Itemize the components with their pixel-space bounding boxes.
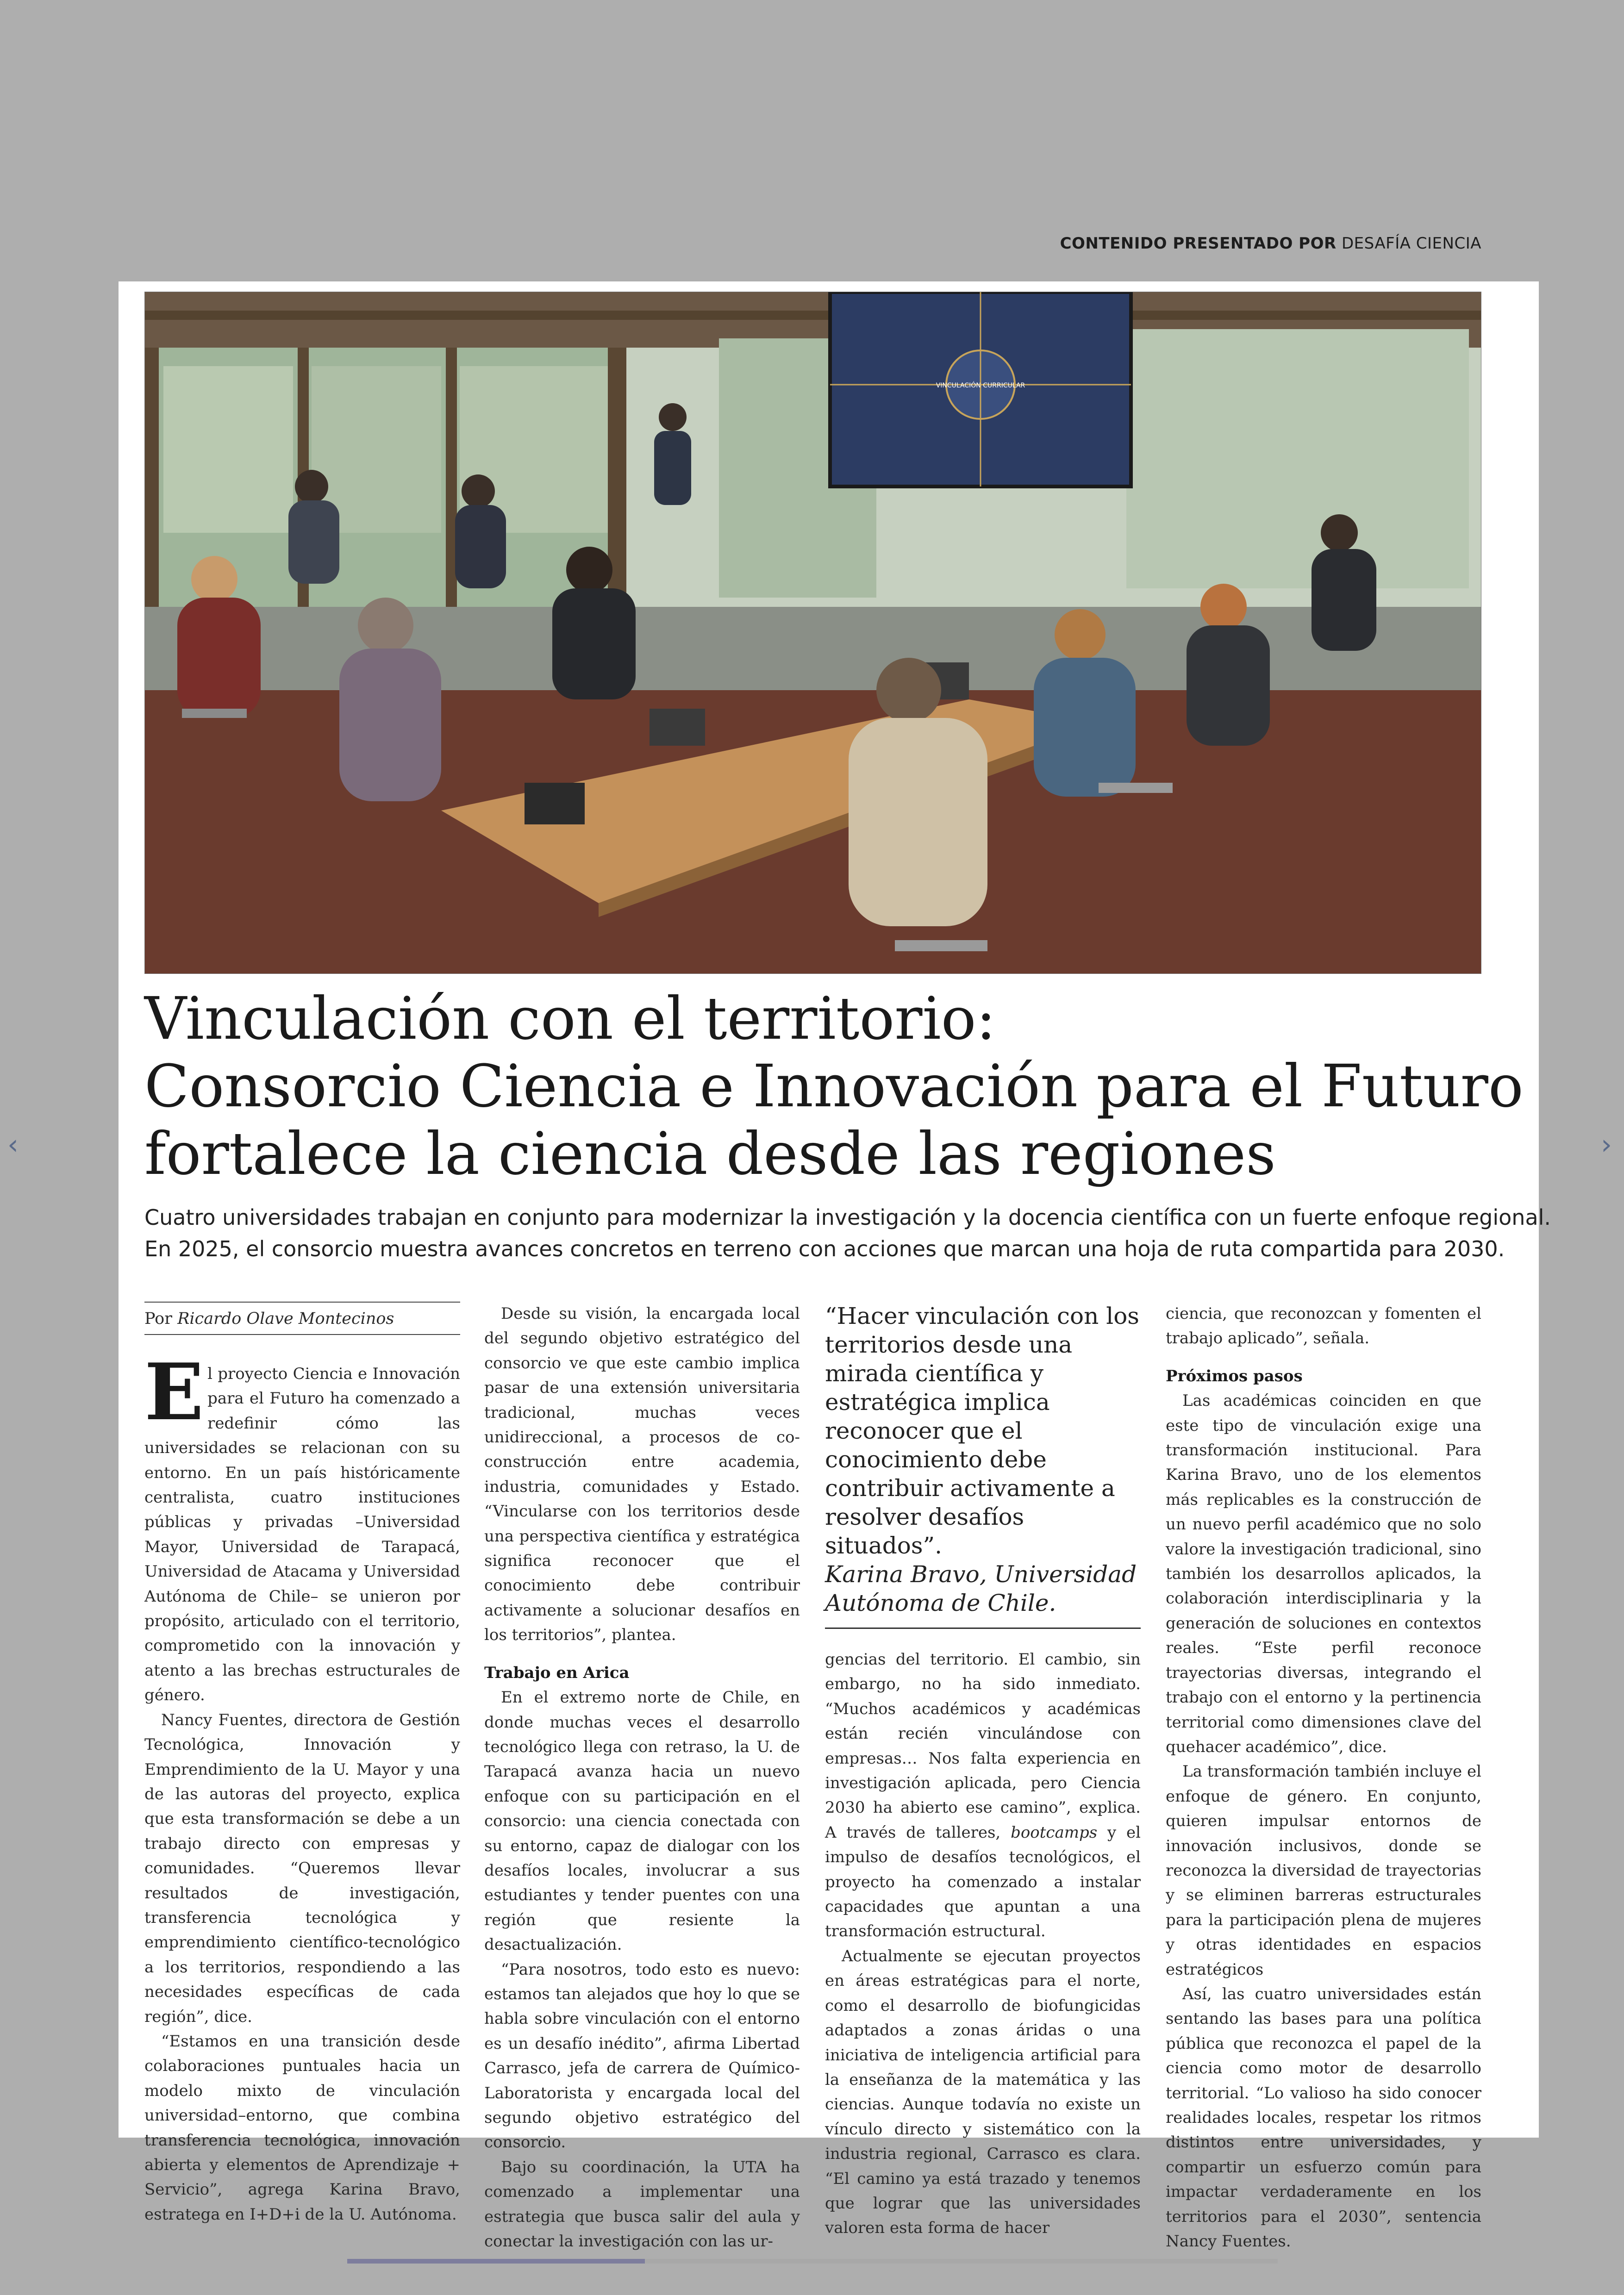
body-paragraph: Bajo su coordinación, la UTA ha comenzado a implementar una estrategia que busca salir del aula y conectar la investigación con las ur-: [484, 2158, 800, 2251]
drop-cap: E: [144, 1346, 204, 1438]
body-paragraph: “Estamos en una transición desde colaboraciones puntuales hacia un modelo mixto de vinculación universidad–entorno, que combina transferencia tecnológica, innovación abierta y elementos de Aprendizaje + Servicio”, agrega Karina Bravo, estratega en I+D+i de la U. Autónoma.: [144, 2032, 460, 2224]
classroom-photo-illustration: [145, 292, 1481, 974]
pull-quote-text: “Hacer vinculación con los territorios desde una mirada científica y estratégica implica reconocer que el conocimiento debe contribuir activamente a resolver desafíos situados”.: [825, 1303, 1139, 1559]
sponsor-label: CONTENIDO PRESENTADO POR: [1060, 234, 1337, 253]
headline-line-1: Vinculación con el territorio:: [144, 985, 996, 1053]
article-deck: [144, 1202, 1551, 1265]
next-page-button[interactable]: ›: [1601, 1129, 1612, 1161]
article-headline: [144, 985, 1524, 1188]
body-paragraph: Actualmente se ejecutan proyectos en áreas estratégicas para el norte, como el desarrollo de biofungicidas adaptados a zonas áridas o una iniciativa de inteligencia artificial para la enseñanza de la matemática y las ciencias. Aunque todavía no existe un vínculo directo y sistemático con la industria regional, Carrasco es clara. “El camino ya está trazado y tenemos que lograr que las universidades valoren esta forma de hacer: [825, 1946, 1141, 2238]
body-paragraph: gencias del territorio. El cambio, sin embargo, no ha sido inmediato. “Muchos académicos y académicas están recién vinculándose con empresas… Nos falta experiencia en investigación aplicada, pero Ciencia 2030 ha abierto ese camino”, explica. A través de talleres, bootcamps y el impulso de desafíos tecnológicos, el proyecto ha comenzado a instalar capacidades que apuntan a una transformación estructural.: [825, 1650, 1141, 1941]
article-column-2: [484, 1302, 800, 2254]
sponsor-line: [1060, 234, 1481, 253]
article-column-4: [1166, 1302, 1481, 2254]
body-paragraph: Las académicas coinciden en que este tipo de vinculación exige una transformación institucional. Para Karina Bravo, uno de los elementos más replicables es la construcción de un nuevo perfil académico que no solo valore la investigación tradicional, sino también los desarrollos aplicados, la colaboración interdisciplinaria y la generación de soluciones en contextos reales. “Este perfil reconoce trayectorias diversas, integrando el trabajo con el entorno y la pertinencia territorial como dimensiones clave del quehacer académico”, dice.: [1166, 1391, 1481, 1756]
body-paragraph: Así, las cuatro universidades están sentando las bases para una política pública que reconozca el papel de la ciencia como motor de desarrollo territorial. “Lo valioso ha sido conocer realidades locales, respetar los ritmos distintos entre universidades, y compartir un esfuerzo común para impactar verdaderamente en los territorios para el 2030”, sentencia Nancy Fuentes.: [1166, 1984, 1481, 2251]
deck-line-2: En 2025, el consorcio muestra avances concretos en terreno con acciones que marcan una hoja de ruta compartida para 2030.: [144, 1236, 1505, 1261]
pull-quote-attribution: Karina Bravo, Universidad Autónoma de Chile.: [825, 1561, 1137, 1616]
byline-prefix: Por: [144, 1310, 172, 1328]
body-paragraph: Nancy Fuentes, directora de Gestión Tecnológica, Innovación y Emprendimiento de la U. Mayor y una de las autoras del proyecto, explica que esta transformación se debe a un trabajo directo con empresas y comunidades. “Queremos llevar resultados de investigación, transferencia tecnológica y emprendimiento científico-tecnológico a los territorios, respondiendo a las necesidades específicas de cada región”, dice.: [144, 1710, 460, 2026]
section-heading-arica: Trabajo en Arica: [484, 1663, 630, 1682]
pull-quote: [825, 1302, 1141, 1629]
article-photo: [144, 292, 1481, 974]
body-paragraph: Desde su visión, la encargada local del segundo objetivo estratégico del consorcio ve que este cambio implica pasar de una extensión universitaria tradicional, muchas veces unidireccional, a procesos de co-construcción entre academia, industria, comunidades y Estado. “Vincularse con los territorios desde una perspectiva científica y estratégica significa reconocer que el conocimiento debe contribuir activamente a solucionar desafíos en los territorios”, plantea.: [484, 1304, 800, 1645]
byline: [144, 1302, 460, 1335]
screen-title: VINCULACIÓN CURRICULAR: [936, 382, 1025, 389]
deck-line-1: Cuatro universidades trabajan en conjunto para modernizar la investigación y la docencia científica con un fuerte enfoque regional.: [144, 1205, 1551, 1230]
body-paragraph: En el extremo norte de Chile, en donde muchas veces el desarrollo tecnológico llega con retraso, la U. de Tarapacá avanza hacia un nuevo enfoque con su participación en el consorcio: una ciencia conectada con su entorno, capaz de dialogar con los desafíos locales, involucrar a sus estudiantes y tender puentes con una región que resiente la desactualización.: [484, 1688, 800, 1954]
article-column-3: [825, 1302, 1141, 2241]
previous-page-button[interactable]: ‹: [7, 1129, 19, 1161]
reading-progress-fill: [347, 2259, 645, 2264]
body-paragraph: El proyecto Ciencia e Innovación para el Futuro ha comenzado a redefinir cómo las universidades se relacionan con su entorno. En un país históricamente centralista, cuatro instituciones públicas y privadas –Universidad Mayor, Universidad de Tarapacá, Universidad de Atacama y Universidad Autónoma de Chile– se unieron por propósito, articulado con el territorio, comprometido con la innovación y atento a las brechas estructurales de género.: [144, 1346, 460, 1705]
article-column-1: [144, 1302, 460, 2227]
body-paragraph: La transformación también incluye el enfoque de género. En conjunto, quieren impulsar entornos de innovación inclusivos, donde se reconozca la diversidad de trayectorias y se eliminen barreras estructurales para la participación plena de mujeres y otras identidades en espacios estratégicos: [1166, 1762, 1481, 1979]
headline-line-3: fortalece la ciencia desde las regiones: [144, 1120, 1276, 1188]
body-paragraph: ciencia, que reconozcan y fomenten el trabajo aplicado”, señala.: [1166, 1304, 1481, 1348]
sponsor-brand: DESAFÍA CIENCIA: [1342, 234, 1481, 253]
body-paragraph: “Para nosotros, todo esto es nuevo: estamos tan alejados que hoy lo que se habla sobre vinculación con el entorno es un desafío inédito”, afirma Libertad Carrasco, jefa de carrera de Químico-Laboratorista y encargada local del segundo objetivo estratégico del consorcio.: [484, 1960, 800, 2152]
section-heading-proximos-pasos: Próximos pasos: [1166, 1366, 1303, 1385]
headline-line-2: Consorcio Ciencia e Innovación para el Futuro: [144, 1052, 1524, 1120]
article-page: [119, 281, 1551, 2251]
reading-progress-bar[interactable]: [347, 2259, 1278, 2264]
byline-author: Ricardo Olave Montecinos: [177, 1310, 394, 1328]
